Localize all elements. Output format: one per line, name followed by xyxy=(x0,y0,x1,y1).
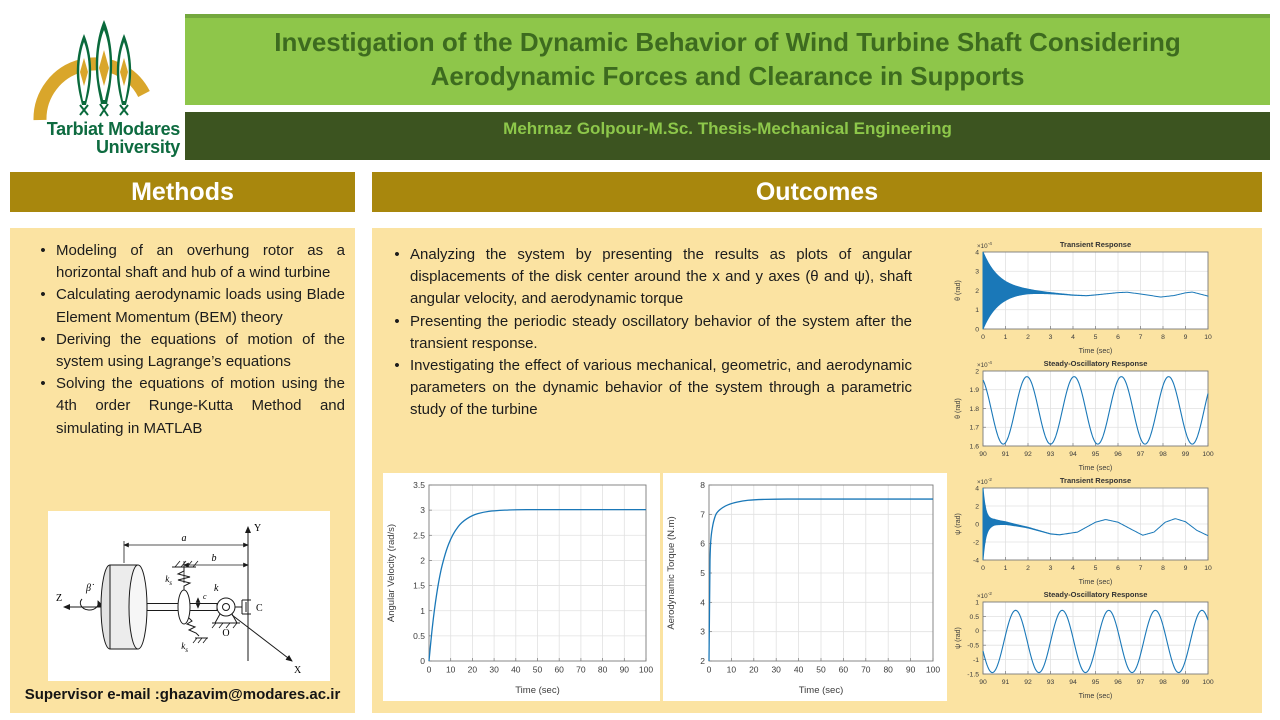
methods-header xyxy=(10,172,355,212)
svg-text:96: 96 xyxy=(1114,450,1122,458)
svg-text:70: 70 xyxy=(861,664,871,675)
list-item xyxy=(30,284,345,328)
svg-text:70: 70 xyxy=(576,664,586,675)
svg-text:94: 94 xyxy=(1069,678,1077,686)
svg-text:0: 0 xyxy=(426,664,432,675)
svg-text:0: 0 xyxy=(981,333,985,341)
bullet-icon: • xyxy=(40,242,46,259)
svg-text:4: 4 xyxy=(975,249,979,257)
svg-text:1.6: 1.6 xyxy=(969,443,979,451)
svg-text:1.8: 1.8 xyxy=(969,405,979,413)
svg-text:-4: -4 xyxy=(972,557,979,565)
svg-text:2: 2 xyxy=(420,555,425,566)
stiffness-k-label: k xyxy=(214,583,219,594)
svg-text:60: 60 xyxy=(838,664,849,675)
svg-text:10: 10 xyxy=(726,664,737,675)
list-item xyxy=(384,311,912,355)
aerodynamic-torque-chart xyxy=(663,473,947,701)
svg-text:40: 40 xyxy=(793,664,804,675)
svg-text:40: 40 xyxy=(511,664,521,675)
svg-text:2: 2 xyxy=(1026,564,1030,572)
bullet-icon: • xyxy=(394,246,400,263)
svg-text:Time (sec): Time (sec) xyxy=(1078,691,1113,700)
svg-text:0: 0 xyxy=(975,628,979,636)
logo-tree-middle-icon xyxy=(96,20,112,116)
svg-text:1: 1 xyxy=(975,599,979,607)
theta-transient-plot-svg xyxy=(953,237,1217,356)
svg-text:2: 2 xyxy=(975,503,979,511)
svg-text:ψ (rad): ψ (rad) xyxy=(955,627,962,649)
axis-z-label: Z xyxy=(56,593,63,604)
svg-text:0: 0 xyxy=(981,564,985,572)
svg-text:Transient Response: Transient Response xyxy=(1059,240,1132,249)
psi-steady-chart xyxy=(953,587,1217,701)
svg-text:Aerodynamic Torque (N.m): Aerodynamic Torque (N.m) xyxy=(666,516,677,630)
logo-text-line1: Tarbiat Modares xyxy=(46,119,180,139)
svg-text:Time (sec): Time (sec) xyxy=(1078,577,1113,586)
svg-text:×10-4: $\times 10^{-4}$ xyxy=(977,361,992,369)
outcomes-item-text: Investigating the effect of various mechanical, geometric, and aerodynamic parameters on the dynamic behavior of the system through a parametric study of the turbine xyxy=(410,356,912,419)
methods-item-text: Deriving the equations of motion of the system using Lagrange’s equations xyxy=(56,330,345,370)
svg-text:-2: -2 xyxy=(972,539,979,547)
title-banner xyxy=(185,14,1270,105)
svg-text:92: 92 xyxy=(1024,678,1032,686)
svg-text:90: 90 xyxy=(619,664,630,675)
svg-text:2: 2 xyxy=(700,656,705,667)
svg-text:0: 0 xyxy=(975,521,979,529)
bullet-icon: • xyxy=(394,356,400,374)
logo-text xyxy=(18,120,180,157)
svg-text:100: 100 xyxy=(925,664,941,675)
dim-b-label: b xyxy=(211,553,217,564)
angular-velocity-chart xyxy=(383,473,660,701)
angular-velocity-plot-svg xyxy=(383,473,660,701)
svg-text:30: 30 xyxy=(489,664,499,675)
svg-text:Steady-Oscillatory Response: Steady-Oscillatory Response xyxy=(1043,359,1148,368)
axis-y-label: Y xyxy=(254,523,262,534)
svg-text:4: 4 xyxy=(1071,564,1075,572)
svg-text:10: 10 xyxy=(445,664,456,675)
svg-text:Time (sec): Time (sec) xyxy=(1078,346,1113,355)
outcomes-item-text: Analyzing the system by presenting the results as plots of angular displacements of the disk center around the x and y axes (θ and ψ), shaft angular velocity, and aerodynamic torque xyxy=(410,246,912,308)
svg-text:20: 20 xyxy=(749,664,759,675)
svg-text:98: 98 xyxy=(1159,450,1167,458)
svg-text:Time (sec): Time (sec) xyxy=(798,685,844,696)
svg-text:5: 5 xyxy=(1093,564,1098,572)
list-item xyxy=(384,355,912,422)
logo-tree-right-icon xyxy=(117,34,131,115)
svg-text:98: 98 xyxy=(1159,678,1167,686)
svg-text:1: 1 xyxy=(420,605,425,616)
svg-text:30: 30 xyxy=(771,664,781,675)
svg-text:95: 95 xyxy=(1091,450,1100,458)
svg-text:91: 91 xyxy=(1001,450,1010,458)
svg-text:3: 3 xyxy=(1048,564,1053,572)
svg-text:3: 3 xyxy=(975,268,979,276)
methods-list xyxy=(30,240,345,440)
methods-item-text: Modeling of an overhung rotor as a horizontal shaft and hub of a wind turbine xyxy=(56,242,345,282)
aerodynamic-torque-plot-svg xyxy=(663,473,947,701)
svg-text:91: 91 xyxy=(1001,678,1010,686)
rotor-schematic-diagram xyxy=(48,511,330,681)
svg-text:95: 95 xyxy=(1091,678,1100,686)
beta-dot-label: β̇ xyxy=(86,583,91,594)
svg-text:-0.5: -0.5 xyxy=(967,642,979,650)
svg-text:-1.5: -1.5 xyxy=(967,671,979,679)
svg-text:Transient Response: Transient Response xyxy=(1059,476,1132,485)
theta-transient-chart xyxy=(953,237,1217,356)
svg-text:3: 3 xyxy=(1048,333,1053,341)
theta-steady-chart xyxy=(953,356,1217,473)
svg-text:2.5: 2.5 xyxy=(413,530,425,541)
svg-text:1.9: 1.9 xyxy=(969,387,979,395)
svg-text:-1: -1 xyxy=(972,657,979,665)
clearance-c-label: c xyxy=(203,592,207,601)
rotor-diagram-panel xyxy=(48,511,330,681)
supervisor-email: Supervisor e-mail :ghazavim@modares.ac.ir xyxy=(24,686,341,703)
psi-transient-plot-svg xyxy=(953,473,1217,587)
svg-text:8: 8 xyxy=(1161,564,1165,572)
svg-text:0.5: 0.5 xyxy=(969,613,979,621)
svg-text:90: 90 xyxy=(979,678,987,686)
svg-text:90: 90 xyxy=(979,450,987,458)
svg-text:9: 9 xyxy=(1183,333,1188,341)
svg-text:1: 1 xyxy=(1003,564,1008,572)
svg-text:80: 80 xyxy=(597,664,608,675)
svg-text:3: 3 xyxy=(700,626,705,637)
svg-text:Steady-Oscillatory Response: Steady-Oscillatory Response xyxy=(1043,590,1148,599)
theta-steady-plot-svg xyxy=(953,356,1217,473)
svg-text:2: 2 xyxy=(1026,333,1030,341)
svg-text:50: 50 xyxy=(532,664,543,675)
bullet-icon: • xyxy=(394,312,400,330)
outcomes-item-text: Presenting the periodic steady oscillatory behavior of the system after the transient response. xyxy=(410,312,912,352)
svg-text:6: 6 xyxy=(700,538,705,549)
svg-text:1: 1 xyxy=(1003,333,1008,341)
svg-text:6: 6 xyxy=(1116,564,1120,572)
axis-x-label: X xyxy=(294,665,302,676)
svg-text:0: 0 xyxy=(975,326,979,334)
svg-text:96: 96 xyxy=(1114,678,1122,686)
svg-text:0.5: 0.5 xyxy=(413,630,425,641)
psi-steady-plot-svg xyxy=(953,587,1217,701)
svg-text:10: 10 xyxy=(1204,333,1212,341)
list-item xyxy=(30,329,345,373)
svg-text:0: 0 xyxy=(706,664,712,675)
svg-text:1: 1 xyxy=(975,307,979,315)
svg-text:94: 94 xyxy=(1069,450,1077,458)
svg-text:100: 100 xyxy=(1202,450,1214,458)
svg-text:20: 20 xyxy=(467,664,478,675)
methods-title: Methods xyxy=(131,178,234,206)
poster-title: Investigation of the Dynamic Behavior of Wind Turbine Shaft Considering Aerodynamic Forces and Clearance in Supports xyxy=(274,27,1181,91)
origin-o-label: O xyxy=(222,628,230,639)
list-item xyxy=(30,240,345,284)
svg-text:99: 99 xyxy=(1181,450,1190,458)
list-item xyxy=(30,373,345,440)
svg-text:2: 2 xyxy=(975,287,979,295)
svg-text:6: 6 xyxy=(1116,333,1120,341)
svg-text:93: 93 xyxy=(1046,678,1055,686)
methods-item-text: Calculating aerodynamic loads using Blade Element Momentum (BEM) theory xyxy=(56,286,345,326)
bullet-icon: • xyxy=(40,330,46,348)
svg-text:4: 4 xyxy=(700,597,705,608)
svg-text:99: 99 xyxy=(1181,678,1190,686)
svg-text:4: 4 xyxy=(1071,333,1075,341)
outcomes-list xyxy=(384,244,912,422)
svg-text:60: 60 xyxy=(554,664,564,675)
lower-spring-ks-label: $k_s$ xyxy=(181,641,188,654)
svg-text:1.7: 1.7 xyxy=(969,424,979,432)
logo-trees-arch-icon xyxy=(32,12,172,122)
outcomes-header xyxy=(372,172,1262,212)
svg-text:×10-2: $\times 10^{-2}$ xyxy=(977,478,992,486)
svg-text:Angular Velocity (rad/s): Angular Velocity (rad/s) xyxy=(386,523,397,623)
svg-text:93: 93 xyxy=(1046,450,1055,458)
list-item xyxy=(384,244,912,311)
svg-text:5: 5 xyxy=(1093,333,1098,341)
svg-text:×10-4: $\times 10^{-4}$ xyxy=(977,242,992,250)
logo-text-line2: University xyxy=(95,137,180,158)
svg-text:Time (sec): Time (sec) xyxy=(515,685,560,696)
svg-text:5: 5 xyxy=(700,568,705,579)
svg-text:8: 8 xyxy=(700,480,705,491)
svg-text:7: 7 xyxy=(1138,333,1143,341)
outcomes-title: Outcomes xyxy=(755,178,879,206)
damper-c-label: C xyxy=(256,603,263,614)
bullet-icon: • xyxy=(40,375,46,393)
svg-text:80: 80 xyxy=(883,664,893,675)
author-bar xyxy=(185,112,1270,160)
svg-text:92: 92 xyxy=(1024,450,1032,458)
svg-text:50: 50 xyxy=(816,664,826,675)
methods-item-text: Solving the equations of motion using the 4th order Runge-Kutta Method and simulating in MATLAB xyxy=(56,375,345,437)
svg-text:7: 7 xyxy=(1138,564,1143,572)
svg-text:ψ (rad): ψ (rad) xyxy=(955,513,962,535)
upper-spring-ks-label: $k_s$ xyxy=(165,574,172,587)
svg-text:97: 97 xyxy=(1136,678,1145,686)
svg-text:7: 7 xyxy=(700,509,705,520)
svg-text:2: 2 xyxy=(975,368,979,376)
university-logo xyxy=(18,8,186,166)
svg-text:3: 3 xyxy=(420,505,425,516)
svg-text:9: 9 xyxy=(1183,564,1188,572)
svg-text:97: 97 xyxy=(1136,450,1145,458)
svg-text:10: 10 xyxy=(1204,564,1212,572)
svg-text:θ (rad): θ (rad) xyxy=(955,398,962,419)
svg-text:0: 0 xyxy=(420,656,425,667)
svg-text:100: 100 xyxy=(638,664,654,675)
methods-panel xyxy=(10,228,355,713)
svg-text:1.5: 1.5 xyxy=(413,580,425,591)
psi-transient-chart xyxy=(953,473,1217,587)
svg-text:Time (sec): Time (sec) xyxy=(1078,463,1113,472)
svg-text:8: 8 xyxy=(1161,333,1165,341)
logo-tree-left-icon xyxy=(77,34,91,115)
svg-text:θ (rad): θ (rad) xyxy=(955,280,962,301)
author-subtitle: Mehrnaz Golpour-M.Sc. Thesis-Mechanical Engineering xyxy=(503,119,952,138)
svg-text:3.5: 3.5 xyxy=(413,480,425,491)
bullet-icon: • xyxy=(40,286,46,304)
svg-text:100: 100 xyxy=(1202,678,1214,686)
dim-a-label: a xyxy=(181,533,187,544)
svg-text:×10-2: $\times 10^{-2}$ xyxy=(977,592,992,600)
svg-text:4: 4 xyxy=(975,485,979,493)
svg-text:90: 90 xyxy=(905,664,916,675)
